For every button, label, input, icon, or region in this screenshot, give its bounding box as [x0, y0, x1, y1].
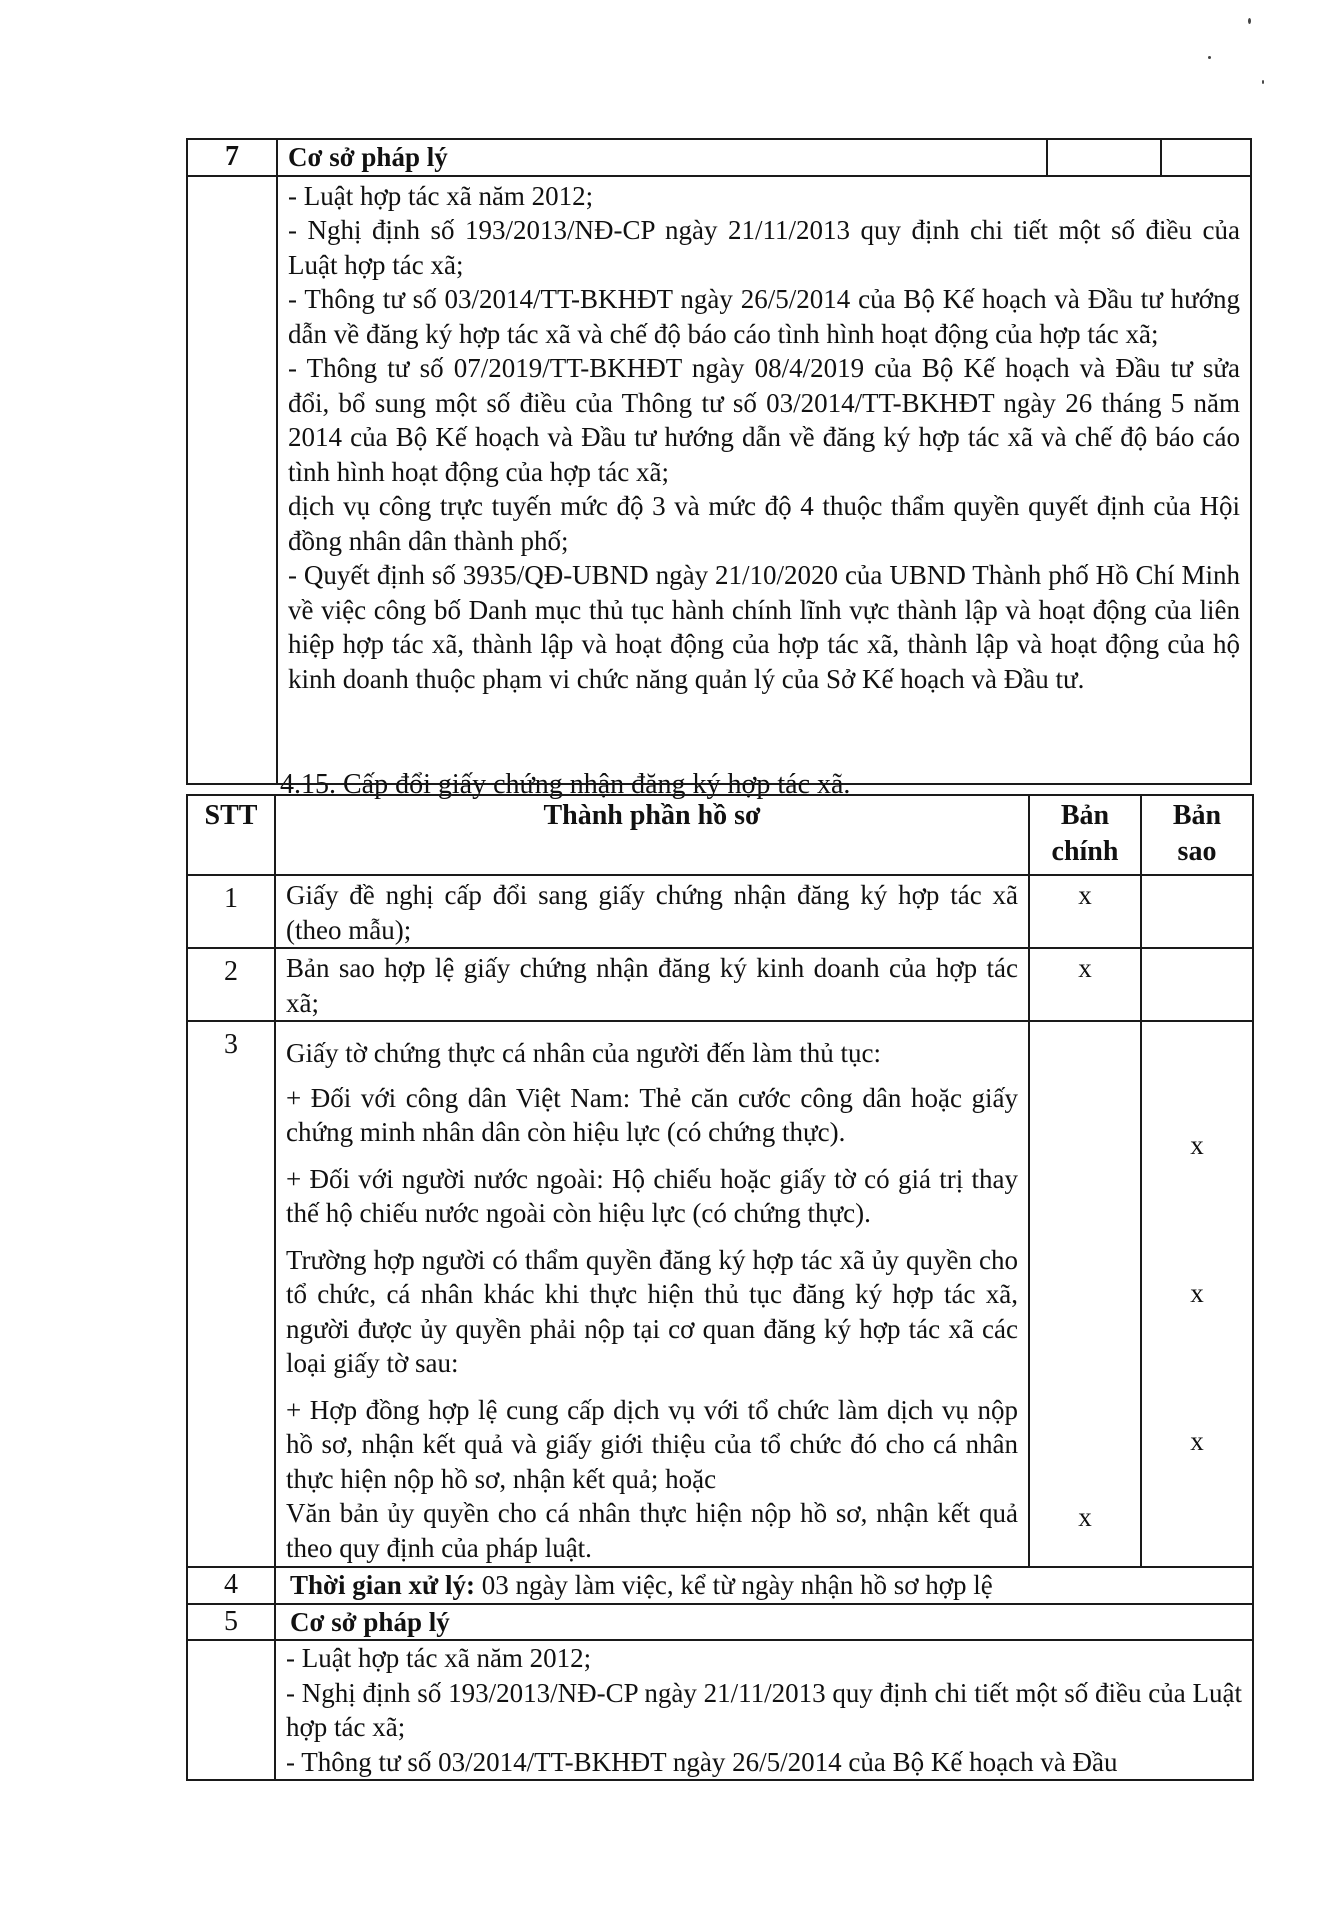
table-row	[187, 1640, 1253, 1780]
row-text: Giấy đề nghị cấp đổi sang giấy chứng nhận đăng ký hợp tác xã (theo mẫu);	[275, 875, 1029, 948]
table-row	[187, 875, 1253, 948]
empty-cell	[187, 1640, 275, 1780]
section-7-number: 7	[187, 139, 277, 176]
header-original: Bản chính	[1029, 795, 1141, 875]
copy-mark	[1141, 948, 1253, 1021]
section-7-title: Cơ sở pháp lý	[277, 139, 1047, 176]
copy-mark: x	[1190, 1130, 1204, 1160]
original-mark: x	[1029, 875, 1141, 948]
scan-speck	[1262, 80, 1264, 84]
row-number: 5	[187, 1604, 275, 1641]
table-row	[187, 1567, 1253, 1604]
original-mark: x	[1029, 948, 1141, 1021]
row-number: 1	[187, 875, 275, 948]
section-heading: 4.15. Cấp đổi giấy chứng nhận đăng ký hợp tác xã.	[280, 769, 851, 800]
legal-basis-item: - Luật hợp tác xã năm 2012;	[288, 180, 594, 211]
header-documents: Thành phần hồ sơ	[275, 795, 1029, 875]
row-paragraph: Trường hợp người có thẩm quyền đăng ký hợp tác xã ủy quyền cho tổ chức, cá nhân khác khi thực hiện thủ tục đăng ký hợp tác xã, người được ủy quyền phải nộp tại cơ quan đăng ký hợp tác xã các loại giấy tờ sau:	[286, 1244, 1018, 1378]
legal-basis-item: dịch vụ công trực tuyến mức độ 3 và mức độ 4 thuộc thẩm quyền quyết định của Hội đồng nhân dân thành phố;	[288, 491, 1240, 556]
dossier-table	[186, 794, 1254, 1781]
legal-basis-item: - Quyết định số 3935/QĐ-UBND ngày 21/10/2020 của UBND Thành phố Hồ Chí Minh về việc công bố Danh mục thủ tục hành chính lĩnh vực thành lập và hoạt động của liên hiệp hợp tác xã, thành lập và hoạt động của hợp tác xã, thành lập và hoạt động của hộ kinh doanh thuộc phạm vi chức năng quản lý của Sở Kế hoạch và Đầu tư.	[288, 560, 1240, 694]
empty-cell	[1047, 139, 1161, 176]
row-number: 3	[187, 1021, 275, 1567]
row-text	[275, 1021, 1029, 1567]
processing-time	[275, 1567, 1253, 1604]
copy-mark: x	[1190, 1426, 1204, 1456]
scan-speck	[1248, 18, 1251, 24]
row-number: 2	[187, 948, 275, 1021]
row-number: 4	[187, 1567, 275, 1604]
table-header-row	[187, 795, 1253, 875]
legal-basis-item: - Nghị định số 193/2013/NĐ-CP ngày 21/11/2013 quy định chi tiết một số điều của Luật hợp tác xã;	[286, 1677, 1242, 1742]
legal-basis-item: - Nghị định số 193/2013/NĐ-CP ngày 21/11/2013 quy định chi tiết một số điều của Luật hợp tác xã;	[288, 215, 1240, 280]
legal-basis-item: - Luật hợp tác xã năm 2012;	[286, 1643, 592, 1673]
legal-basis-item: - Thông tư số 03/2014/TT-BKHĐT ngày 26/5/2014 của Bộ Kế hoạch và Đầu tư hướng dẫn về đăng ký hợp tác xã và chế độ báo cáo tình hình hoạt động của hợp tác xã;	[288, 284, 1240, 349]
copy-mark-cell	[1141, 1021, 1253, 1567]
row-paragraph: Giấy tờ chứng thực cá nhân của người đến làm thủ tục:	[286, 1038, 882, 1068]
processing-time-label: Thời gian xử lý:	[290, 1570, 475, 1600]
empty-cell	[1161, 139, 1251, 176]
processing-time-text: 03 ngày làm việc, kể từ ngày nhận hồ sơ hợp lệ	[474, 1570, 993, 1600]
legal-basis-title: Cơ sở pháp lý	[275, 1604, 1253, 1641]
section-7-header-row	[187, 139, 1251, 176]
row-paragraph: Văn bản ủy quyền cho cá nhân thực hiện nộp hồ sơ, nhận kết quả theo quy định của pháp luật.	[286, 1498, 1018, 1563]
header-copy: Bản sao	[1141, 795, 1253, 875]
legal-basis-list	[275, 1640, 1253, 1780]
section-7-body-row	[187, 176, 1251, 784]
original-mark-cell	[1029, 1021, 1141, 1567]
table-row	[187, 1021, 1253, 1567]
original-mark: x	[1078, 1502, 1092, 1532]
legal-basis-table	[186, 138, 1252, 785]
legal-basis-list	[277, 176, 1251, 784]
row-paragraph: + Đối với công dân Việt Nam: Thẻ căn cước công dân hoặc giấy chứng minh nhân dân còn hiệu lực (có chứng thực).	[286, 1082, 1018, 1147]
header-stt: STT	[187, 795, 275, 875]
row-paragraph: + Hợp đồng hợp lệ cung cấp dịch vụ với tổ chức làm dịch vụ nộp hồ sơ, nhận kết quả và giấy giới thiệu của tổ chức đó cho cá nhân thực hiện nộp hồ sơ, nhận kết quả; hoặc	[286, 1394, 1018, 1494]
legal-basis-item: - Thông tư số 07/2019/TT-BKHĐT ngày 08/4/2019 của Bộ Kế hoạch và Đầu tư sửa đổi, bổ sung một số điều của Thông tư số 03/2014/TT-BKHĐT ngày 26 tháng 5 năm 2014 của Bộ Kế hoạch và Đầu tư hướng dẫn về đăng ký hợp tác xã và chế độ báo cáo tình hình hoạt động của hợp tác xã;	[288, 353, 1240, 487]
table-row	[187, 948, 1253, 1021]
copy-mark: x	[1190, 1278, 1204, 1308]
copy-mark	[1141, 875, 1253, 948]
empty-cell	[187, 176, 277, 784]
scan-speck	[1208, 56, 1211, 59]
legal-basis-item: - Thông tư số 03/2014/TT-BKHĐT ngày 26/5/2014 của Bộ Kế hoạch và Đầu	[286, 1746, 1118, 1777]
row-paragraph: + Đối với người nước ngoài: Hộ chiếu hoặc giấy tờ có giá trị thay thế hộ chiếu nước ngoài còn hiệu lực (có chứng thực).	[286, 1163, 1018, 1228]
row-text: Bản sao hợp lệ giấy chứng nhận đăng ký kinh doanh của hợp tác xã;	[275, 948, 1029, 1021]
table-row	[187, 1604, 1253, 1641]
